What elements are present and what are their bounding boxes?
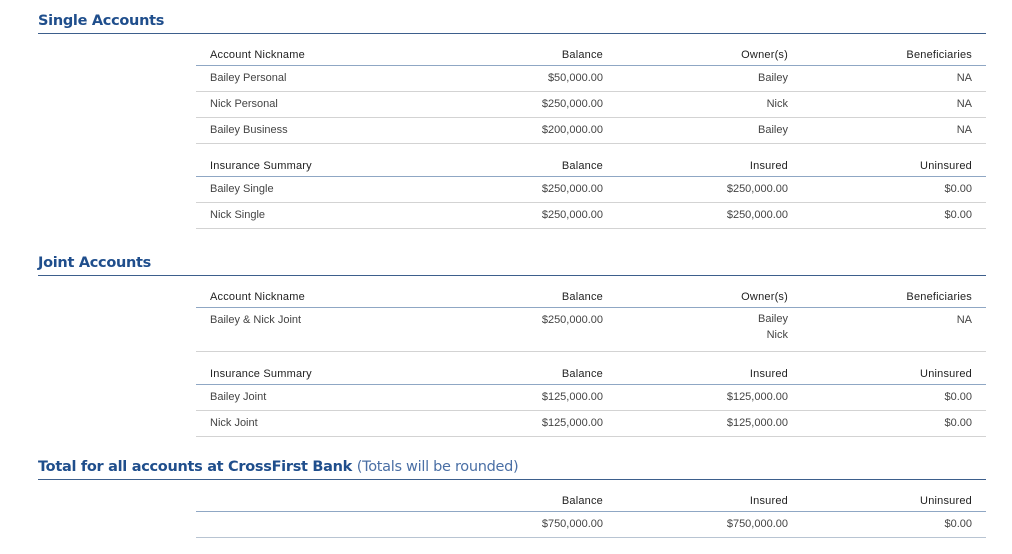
summary-name: Bailey Single (210, 183, 274, 195)
total-insured: $750,000.00 (726, 518, 788, 530)
table-header (196, 490, 986, 512)
summary-balance: $250,000.00 (541, 183, 603, 195)
table-row (196, 308, 986, 352)
account-nickname: Bailey Business (210, 124, 288, 136)
total-row (196, 512, 986, 538)
header-account-nickname: Account Nickname (210, 49, 305, 61)
single-accounts-rule (38, 33, 986, 34)
header-balance: Balance (561, 49, 603, 61)
account-owner: Nick (766, 329, 788, 341)
summary-row (196, 203, 986, 229)
total-uninsured: $0.00 (944, 518, 972, 530)
summary-uninsured: $0.00 (944, 183, 972, 195)
account-owner: Nick (766, 98, 788, 110)
header-insurance-summary: Insurance Summary (210, 160, 312, 172)
single-accounts-table (196, 44, 986, 229)
total-balance: $750,000.00 (541, 518, 603, 530)
single-accounts-title: Single Accounts (38, 13, 165, 29)
header-balance: Balance (561, 495, 603, 507)
joint-accounts-table (196, 286, 986, 437)
summary-name: Nick Joint (210, 417, 258, 429)
summary-insured: $250,000.00 (726, 183, 788, 195)
header-uninsured: Uninsured (920, 368, 972, 380)
account-balance: $250,000.00 (541, 98, 603, 110)
summary-row (196, 385, 986, 411)
account-nickname: Nick Personal (210, 98, 278, 110)
header-balance: Balance (561, 291, 603, 303)
header-beneficiaries: Beneficiaries (906, 49, 972, 61)
summary-balance: $250,000.00 (541, 209, 603, 221)
total-rule (38, 479, 986, 480)
account-owner: Bailey (758, 124, 788, 136)
summary-uninsured: $0.00 (944, 417, 972, 429)
account-owner: Bailey (758, 72, 788, 84)
summary-header (196, 363, 986, 385)
summary-row (196, 177, 986, 203)
header-owners: Owner(s) (741, 49, 788, 61)
summary-uninsured: $0.00 (944, 209, 972, 221)
account-nickname: Bailey & Nick Joint (210, 314, 302, 326)
table-row (196, 118, 986, 144)
total-title-text: Total for all accounts at CrossFirst Bank (38, 459, 353, 475)
total-table (196, 490, 986, 538)
summary-uninsured: $0.00 (944, 391, 972, 403)
account-balance: $250,000.00 (541, 314, 603, 326)
account-balance: $50,000.00 (547, 72, 603, 84)
table-row (196, 92, 986, 118)
summary-name: Nick Single (210, 209, 266, 221)
joint-accounts-title: Joint Accounts (38, 255, 152, 271)
summary-header (196, 155, 986, 177)
account-beneficiaries: NA (956, 314, 972, 326)
header-balance: Balance (561, 160, 603, 172)
header-beneficiaries: Beneficiaries (906, 291, 972, 303)
total-title (38, 459, 518, 475)
summary-balance: $125,000.00 (541, 417, 603, 429)
account-beneficiaries: NA (956, 98, 972, 110)
account-owner: Bailey (758, 313, 788, 325)
summary-name: Bailey Joint (210, 391, 267, 403)
header-owners: Owner(s) (741, 291, 788, 303)
account-beneficiaries: NA (956, 72, 972, 84)
header-insurance-summary: Insurance Summary (210, 368, 312, 380)
joint-accounts-rule (38, 275, 986, 276)
header-account-nickname: Account Nickname (210, 291, 305, 303)
total-rounding-note: (Totals will be rounded) (356, 459, 519, 475)
account-beneficiaries: NA (956, 124, 972, 136)
account-balance: $200,000.00 (541, 124, 603, 136)
account-owners (758, 311, 788, 343)
table-row (196, 66, 986, 92)
account-nickname: Bailey Personal (210, 72, 287, 84)
table-header (196, 286, 986, 308)
summary-row (196, 411, 986, 437)
summary-balance: $125,000.00 (541, 391, 603, 403)
table-header (196, 44, 986, 66)
header-uninsured: Uninsured (920, 495, 972, 507)
header-uninsured: Uninsured (920, 160, 972, 172)
header-balance: Balance (561, 368, 603, 380)
summary-insured: $250,000.00 (726, 209, 788, 221)
header-insured: Insured (749, 495, 788, 507)
header-insured: Insured (749, 368, 788, 380)
summary-insured: $125,000.00 (726, 417, 788, 429)
summary-insured: $125,000.00 (726, 391, 788, 403)
header-insured: Insured (749, 160, 788, 172)
